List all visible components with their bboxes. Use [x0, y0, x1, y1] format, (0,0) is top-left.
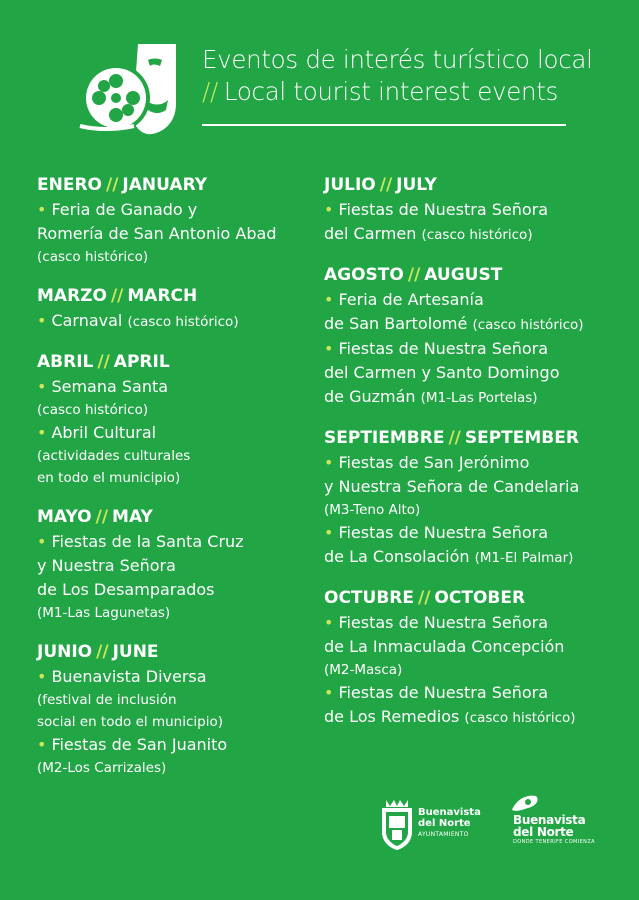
- event-line: [37, 222, 307, 246]
- month-heading: [37, 172, 307, 198]
- event-note: (festival de inclusión: [37, 692, 177, 708]
- month-block: [324, 585, 624, 730]
- month-separator: //: [448, 428, 461, 448]
- event-item: [324, 198, 624, 247]
- bullet-icon: •: [324, 613, 334, 632]
- event-line: [324, 611, 624, 635]
- event-item: [324, 337, 624, 410]
- event-item: [37, 198, 307, 268]
- month-english: SEPTEMBER: [464, 428, 579, 448]
- event-line: [324, 288, 624, 312]
- event-line: [37, 375, 307, 399]
- month-block: [324, 425, 624, 570]
- event-name: Feria de Artesanía: [338, 290, 484, 309]
- bullet-icon: •: [37, 377, 47, 396]
- bullet-icon: •: [324, 290, 334, 309]
- title-spanish: Eventos de interés turístico local: [202, 45, 593, 74]
- event-name: y Nuestra Señora: [37, 556, 176, 575]
- month-block: [37, 349, 307, 489]
- event-location: (M2-Los Carrizales): [37, 760, 167, 776]
- month-spanish: ABRIL: [37, 352, 94, 372]
- bullet-icon: •: [324, 453, 334, 472]
- month-separator: //: [379, 175, 393, 195]
- month-block: [37, 639, 307, 779]
- month-english: JANUARY: [122, 175, 208, 195]
- title-english: Local tourist interest events: [223, 77, 558, 106]
- event-line: [324, 385, 624, 410]
- event-item: [37, 421, 307, 489]
- month-spanish: SEPTIEMBRE: [324, 428, 445, 448]
- month-english: JULY: [396, 175, 437, 195]
- event-line: [37, 733, 307, 757]
- event-line: [324, 681, 624, 705]
- month-block: [37, 283, 307, 334]
- month-separator: //: [96, 642, 109, 662]
- event-line: [324, 705, 624, 730]
- event-location: (M1-Las Portelas): [420, 390, 538, 406]
- bullet-icon: •: [37, 311, 47, 330]
- month-heading: [37, 639, 307, 665]
- month-heading: [37, 349, 307, 375]
- month-spanish: MARZO: [37, 286, 107, 306]
- event-name: de San Bartolomé: [324, 314, 468, 333]
- event-name: de Los Desamparados: [37, 580, 215, 599]
- event-location: (M2-Masca): [324, 662, 403, 678]
- event-line: [37, 421, 307, 445]
- event-location: (M1-Las Lagunetas): [37, 605, 171, 621]
- month-separator: //: [407, 265, 421, 285]
- event-name: de La Inmaculada Concepción: [324, 637, 565, 656]
- title-english-line: [202, 76, 582, 108]
- bullet-icon: •: [324, 339, 334, 358]
- event-item: [324, 681, 624, 730]
- event-item: [324, 451, 624, 521]
- event-item: [37, 309, 307, 334]
- event-name: Fiestas de Nuestra Señora: [338, 683, 549, 702]
- event-location: (casco histórico): [464, 710, 576, 726]
- event-location: (M1-El Palmar): [474, 550, 574, 566]
- event-line: [324, 521, 624, 545]
- month-heading: [324, 585, 624, 611]
- event-line: [324, 451, 624, 475]
- logo1-line2: del Norte: [418, 818, 471, 829]
- month-heading: [37, 283, 307, 309]
- bullet-icon: •: [324, 200, 334, 219]
- event-item: [37, 375, 307, 421]
- ayuntamiento-logo-text: [418, 807, 481, 840]
- month-spanish: AGOSTO: [324, 265, 404, 285]
- bullet-icon: •: [37, 532, 47, 551]
- event-name: y Nuestra Señora de Candelaria: [324, 477, 580, 496]
- event-name: del Carmen: [324, 224, 417, 243]
- month-heading: [324, 425, 624, 451]
- month-heading: [37, 504, 307, 530]
- event-note: social en todo el municipio): [37, 714, 223, 730]
- month-english: AUGUST: [424, 265, 503, 285]
- event-line: [324, 635, 624, 659]
- month-separator: //: [418, 588, 431, 608]
- logo2-line1: Buenavista: [513, 813, 586, 827]
- bullet-icon: •: [324, 523, 334, 542]
- month-separator: //: [106, 175, 119, 195]
- event-name: Feria de Ganado y: [51, 200, 198, 219]
- event-name: Fiestas de Nuestra Señora: [338, 339, 549, 358]
- event-location: (casco histórico): [421, 227, 533, 243]
- event-name: Fiestas de San Jerónimo: [338, 453, 530, 472]
- event-name: Semana Santa: [51, 377, 169, 396]
- month-english: MARCH: [127, 286, 198, 306]
- left-column: [37, 172, 307, 794]
- bullet-icon: •: [37, 200, 47, 219]
- event-note: en todo el municipio): [37, 470, 181, 486]
- film-reel-theater-mask-icon: [76, 40, 180, 136]
- logo1-line3: AYUNTAMIENTO: [418, 831, 469, 838]
- event-line: [324, 545, 624, 570]
- tourism-logo-text: [513, 814, 595, 846]
- event-location: (casco histórico): [127, 314, 239, 330]
- month-separator: //: [95, 507, 109, 527]
- event-name: Fiestas de Nuestra Señora: [338, 523, 549, 542]
- event-item: [324, 611, 624, 681]
- event-line: [37, 554, 307, 578]
- month-block: [37, 172, 307, 268]
- page-title: [202, 44, 593, 108]
- event-line: [37, 578, 307, 602]
- title-divider: [202, 124, 566, 126]
- event-item: [37, 530, 307, 624]
- event-line: [324, 337, 624, 361]
- logo2-tagline: DONDE TENERIFE COMIENZA: [513, 839, 595, 845]
- event-line: [37, 530, 307, 554]
- right-column: [324, 172, 624, 745]
- event-name: Buenavista Diversa: [51, 667, 207, 686]
- month-heading: [324, 262, 624, 288]
- event-line: [324, 475, 624, 499]
- event-name: Romería de San Antonio Abad: [37, 224, 277, 243]
- bullet-icon: •: [37, 667, 47, 686]
- month-block: [37, 504, 307, 624]
- month-spanish: JUNIO: [37, 642, 93, 662]
- event-name: de La Consolación: [324, 547, 470, 566]
- event-item: [324, 288, 624, 337]
- month-english: OCTOBER: [434, 588, 526, 608]
- logo1-line1: Buenavista: [418, 807, 481, 818]
- event-name: Fiestas de la Santa Cruz: [51, 532, 244, 551]
- month-english: MAY: [112, 507, 153, 527]
- event-item: [37, 665, 307, 733]
- month-english: APRIL: [113, 352, 170, 372]
- event-location: (casco histórico): [472, 317, 584, 333]
- event-line: [37, 198, 307, 222]
- event-location: (M3-Teno Alto): [324, 502, 421, 518]
- month-english: JUNE: [112, 642, 159, 662]
- event-note: (actividades culturales: [37, 448, 191, 464]
- event-item: [324, 521, 624, 570]
- month-separator: //: [97, 352, 110, 372]
- month-spanish: MAYO: [37, 507, 92, 527]
- event-name: Fiestas de Nuestra Señora: [338, 200, 549, 219]
- event-name: de Guzmán: [324, 387, 416, 406]
- event-name: Carnaval: [51, 311, 123, 330]
- month-block: [324, 262, 624, 410]
- bullet-icon: •: [324, 683, 334, 702]
- event-line: [324, 361, 624, 385]
- event-location: (casco histórico): [37, 249, 149, 265]
- logo2-line2: del Norte: [513, 825, 574, 839]
- month-spanish: OCTUBRE: [324, 588, 414, 608]
- event-name: Fiestas de Nuestra Señora: [338, 613, 549, 632]
- month-separator: //: [110, 286, 124, 306]
- title-slashes: //: [202, 77, 218, 106]
- event-name: Abril Cultural: [51, 423, 157, 442]
- event-name: de Los Remedios: [324, 707, 460, 726]
- bullet-icon: •: [37, 735, 47, 754]
- event-line: [37, 665, 307, 689]
- event-line: [324, 222, 624, 247]
- month-heading: [324, 172, 624, 198]
- event-name: Fiestas de San Juanito: [51, 735, 228, 754]
- event-line: [37, 309, 307, 334]
- event-name: del Carmen y Santo Domingo: [324, 363, 560, 382]
- event-location: (casco histórico): [37, 402, 149, 418]
- bullet-icon: •: [37, 423, 47, 442]
- month-block: [324, 172, 624, 247]
- event-line: [324, 312, 624, 337]
- month-spanish: JULIO: [324, 175, 376, 195]
- event-line: [324, 198, 624, 222]
- month-spanish: ENERO: [37, 175, 102, 195]
- event-item: [37, 733, 307, 779]
